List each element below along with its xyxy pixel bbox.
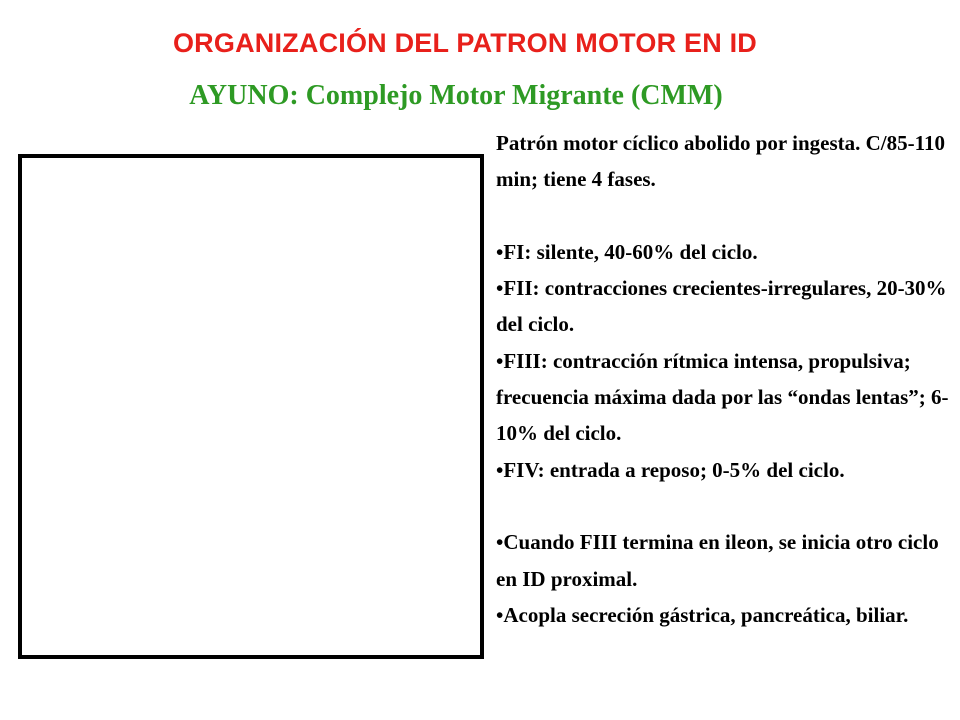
spacer [496, 198, 954, 234]
bullet-fii: •FII: contracciones crecientes-irregulares, 20-30% del ciclo. [496, 276, 947, 337]
figure-placeholder-frame [18, 154, 484, 659]
slide-title: ORGANIZACIÓN DEL PATRON MOTOR EN ID [172, 28, 757, 58]
bullet-fi: •FI: silente, 40-60% del ciclo. [496, 239, 758, 264]
bullet-secretion: •Acopla secreción gástrica, pancreática, biliar. [496, 602, 909, 627]
intro-paragraph: Patrón motor cíclico abolido por ingesta. C/85-110 min; tiene 4 fases. [496, 131, 945, 192]
bullet-fiv: •FIV: entrada a reposo; 0-5% del ciclo. [496, 457, 845, 482]
spacer [496, 488, 954, 524]
slide-subtitle: AYUNO: Complejo Motor Migrante (CMM) [189, 80, 723, 111]
bullet-ileon-cycle: •Cuando FIII termina en ileon, se inicia otro ciclo en ID proximal. [496, 530, 939, 591]
slide-body-text [496, 125, 954, 633]
bullet-fiii: •FIII: contracción rítmica intensa, propulsiva; frecuencia máxima dada por las “ondas lentas”; 6-10% del ciclo. [496, 348, 949, 446]
